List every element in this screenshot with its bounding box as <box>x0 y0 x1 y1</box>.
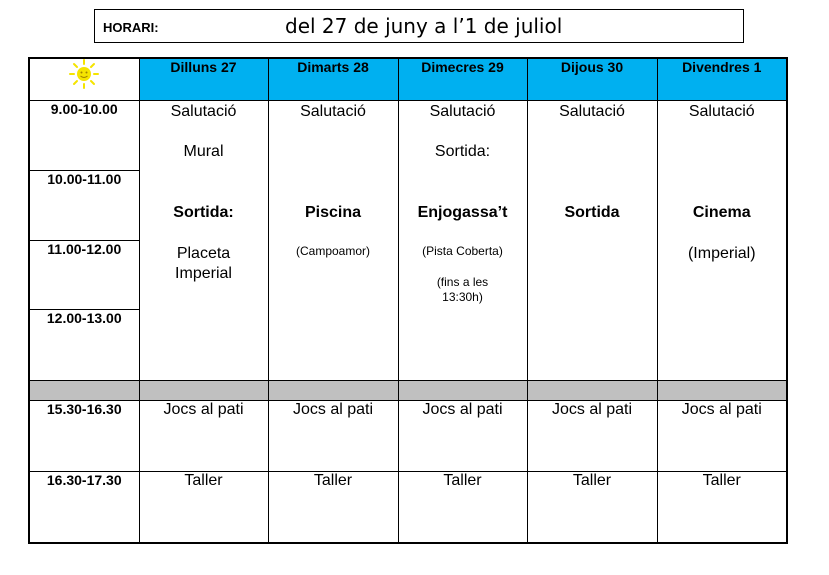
corner-cell <box>29 58 139 101</box>
activity-text: (fins a les <box>436 275 489 290</box>
schedule-header <box>94 9 744 43</box>
activity-text: (Imperial) <box>687 245 756 263</box>
separator-cell <box>398 381 527 401</box>
morning-cell-dijous <box>527 101 657 381</box>
activity-cell: Taller <box>527 472 657 543</box>
activity-cell: Taller <box>268 472 398 543</box>
activity-text: Salutació <box>688 103 755 121</box>
activity-text: Piscina <box>304 204 362 222</box>
activity-cell: Jocs al pati <box>657 401 787 472</box>
day-header-dimarts: Dimarts 28 <box>268 58 398 101</box>
activity-text: Salutació <box>559 103 625 121</box>
activity-cell: Taller <box>657 472 787 543</box>
activity-text: Salutació <box>429 103 496 121</box>
time-slot: 9.00-10.00 <box>29 101 139 171</box>
activity-cell: Jocs al pati <box>139 401 268 472</box>
morning-cell-dimarts <box>268 101 398 381</box>
day-header-divendres: Divendres 1 <box>657 58 787 101</box>
time-slot: 16.30-17.30 <box>29 472 139 543</box>
activity-text: Mural <box>183 143 224 161</box>
activity-text: (Campoamor) <box>295 244 370 259</box>
separator-cell <box>29 381 139 401</box>
schedule-table <box>28 57 788 544</box>
activity-text: Cinema <box>692 204 751 222</box>
separator-cell <box>268 381 398 401</box>
activity-text: Sortida: <box>434 143 491 161</box>
separator-cell <box>657 381 787 401</box>
activity-text: Enjogassa’t <box>417 204 508 222</box>
afternoon-row-1 <box>29 401 787 472</box>
activity-text: Sortida: <box>173 204 234 222</box>
activity-text: (Pista Coberta) <box>422 244 503 259</box>
activity-text: Salutació <box>300 103 366 121</box>
header-title: del 27 de juny a l’1 de juliol <box>285 14 563 38</box>
morning-cell-dilluns <box>139 101 268 381</box>
time-slot: 12.00-13.00 <box>29 310 139 381</box>
activity-text: 13:30h) <box>442 290 483 305</box>
separator-cell <box>527 381 657 401</box>
morning-cell-divendres <box>657 101 787 381</box>
header-label: HORARI: <box>103 20 159 35</box>
morning-cell-dimecres <box>398 101 527 381</box>
lunch-separator-row <box>29 381 787 401</box>
afternoon-row-2 <box>29 472 787 543</box>
time-slot: 11.00-12.00 <box>29 241 139 310</box>
day-header-dilluns: Dilluns 27 <box>139 58 268 101</box>
day-header-row <box>29 58 787 101</box>
activity-text: Placeta <box>176 245 231 263</box>
activity-text: Imperial <box>175 265 232 283</box>
activity-text: Salutació <box>170 103 237 121</box>
time-slot: 10.00-11.00 <box>29 171 139 241</box>
activity-cell: Jocs al pati <box>398 401 527 472</box>
separator-cell <box>139 381 268 401</box>
time-slot: 15.30-16.30 <box>29 401 139 472</box>
activity-cell: Jocs al pati <box>527 401 657 472</box>
activity-cell: Jocs al pati <box>268 401 398 472</box>
day-header-dimecres: Dimecres 29 <box>398 58 527 101</box>
time-row <box>29 101 787 171</box>
activity-cell: Taller <box>139 472 268 543</box>
activity-text: Sortida <box>564 204 620 222</box>
activity-cell: Taller <box>398 472 527 543</box>
sun-icon <box>66 59 102 89</box>
day-header-dijous: Dijous 30 <box>527 58 657 101</box>
